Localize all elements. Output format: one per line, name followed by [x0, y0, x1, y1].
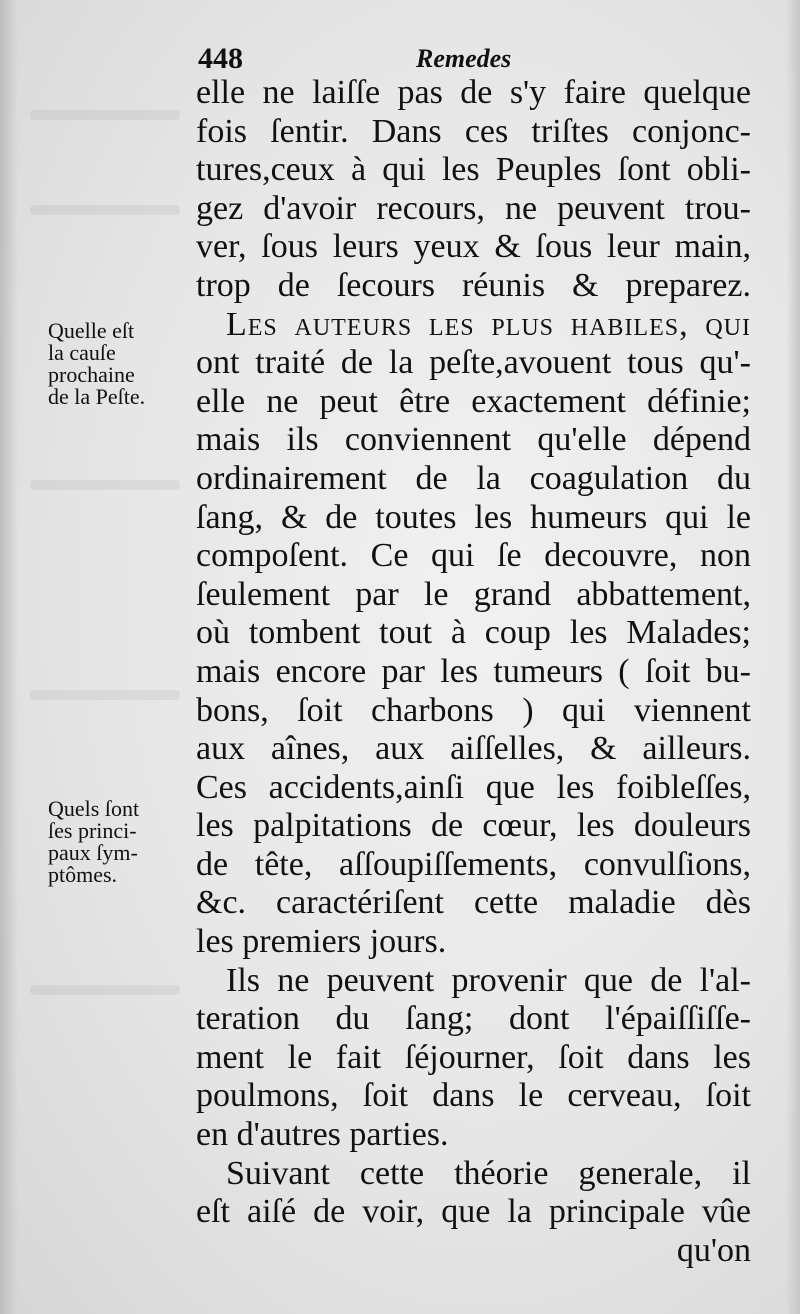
margin-note-line: paux ſym-	[48, 840, 138, 865]
margin-note-line: ptômes.	[48, 862, 118, 887]
running-head: Remedes	[416, 44, 512, 73]
margin-note-line: Quels ſont	[48, 796, 140, 821]
page-edge-shadow	[786, 0, 800, 1314]
text-line: gez d'avoir recours, ne peuvent trou-	[196, 189, 751, 227]
text-line: eſt aiſé de voir, que la principale vûe	[196, 1193, 751, 1231]
margin-note-symptoms	[48, 798, 188, 886]
margin-note-cause	[48, 320, 188, 408]
page-gutter-shadow	[0, 0, 18, 1314]
margin-note-line: prochaine	[48, 362, 135, 387]
show-through-smudge	[30, 480, 180, 490]
show-through-smudge	[30, 110, 180, 120]
text-line: mais ils conviennent qu'elle dépend	[196, 421, 751, 459]
text-line: teration du ſang; dont l'épaiſſiſſe-	[196, 1000, 751, 1038]
text-line: où tombent tout à coup les Malades;	[196, 614, 751, 652]
catchword: qu'on	[676, 1231, 751, 1269]
page-number: 448	[198, 42, 243, 75]
show-through-smudge	[30, 690, 180, 700]
text-line: Ils ne peuvent provenir que de l'al-	[226, 961, 751, 999]
text-line: ont traité de la peſte,avouent tous qu'-	[196, 344, 751, 382]
text-line: ſeulement par le grand abbattement,	[196, 575, 751, 613]
text-line: ment le fait ſéjourner, ſoit dans les	[196, 1038, 751, 1076]
text-line: fois ſentir. Dans ces triſtes conjonc-	[196, 112, 751, 150]
text-line: poulmons, ſoit dans le cerveau, ſoit	[196, 1077, 751, 1115]
text-line: les palpitations de cœur, les douleurs	[196, 807, 751, 845]
text-line: mais encore par les tumeurs ( ſoit bu-	[196, 652, 751, 690]
text-line: les premiers jours.	[196, 923, 447, 961]
text-line: elle ne laiſſe pas de s'y faire quelque	[196, 74, 751, 111]
show-through-smudge	[30, 205, 180, 215]
text-line: Les auteurs les plus habiles, qui	[226, 305, 751, 343]
text-line: bons, ſoit charbons ) qui viennent	[196, 691, 751, 729]
text-line: ver, ſous leurs yeux & ſous leur main,	[196, 228, 751, 266]
text-line: compoſent. Ce qui ſe decouvre, non	[196, 537, 751, 575]
show-through-smudge	[30, 985, 180, 995]
text-line: &c. caractériſent cette maladie dès	[196, 884, 751, 922]
text-line: elle ne peut être exactement définie;	[196, 382, 751, 420]
text-line: tures,ceux à qui les Peuples ſont obli-	[196, 151, 751, 189]
text-line: ſang, & de toutes les humeurs qui le	[196, 498, 751, 536]
text-line: aux aînes, aux aiſſelles, & ailleurs.	[196, 730, 751, 768]
margin-note-line: ſes princi-	[48, 818, 137, 843]
margin-note-line: de la Peſte.	[48, 384, 146, 409]
text-line: ordinairement de la coagulation du	[196, 459, 751, 497]
body-text	[196, 74, 751, 1270]
text-line: de tête, aſſoupiſſements, convulſions,	[196, 845, 751, 883]
text-line: Suivant cette théorie generale, il	[226, 1154, 751, 1192]
text-line: trop de ſecours réunis & preparez.	[196, 266, 751, 304]
margin-note-line: Quelle eſt	[48, 318, 135, 343]
text-line: en d'autres parties.	[196, 1116, 449, 1154]
margin-note-line: la cauſe	[48, 340, 116, 365]
text-line: Ces accidents,ainſi que les foibleſſes,	[196, 768, 751, 806]
